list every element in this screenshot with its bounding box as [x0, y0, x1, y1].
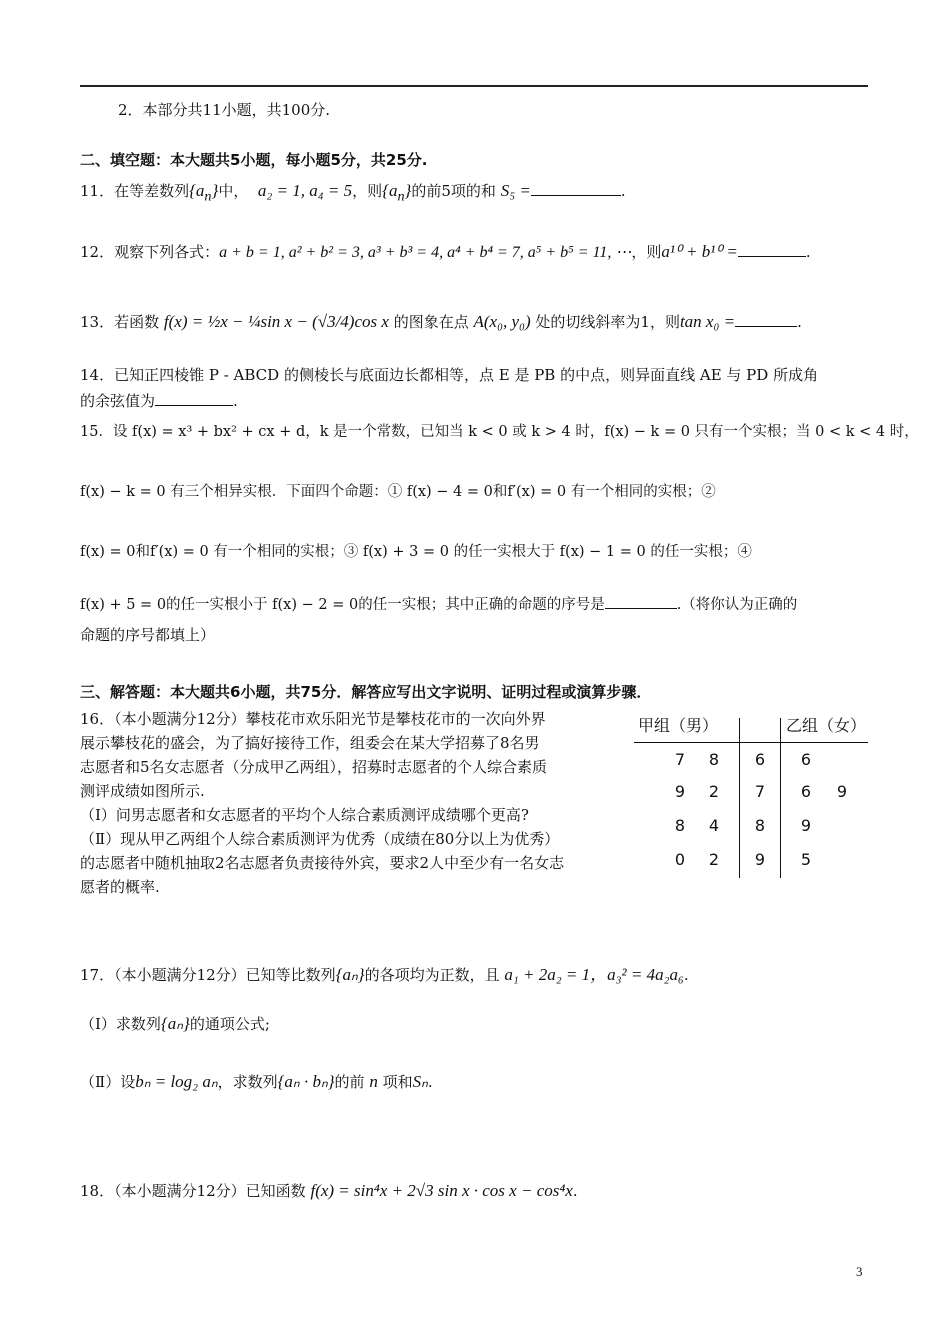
q17-text-2: 的各项均为正数，且	[364, 966, 500, 984]
q18-end: .	[572, 1182, 578, 1200]
q16-line: 的志愿者中随机抽取2名志愿者负责接待外宾，要求2人中至少有一名女志	[80, 854, 565, 872]
q14-end: .	[233, 392, 238, 410]
q11-answer-blank[interactable]	[531, 195, 621, 196]
stem-right-leaf: 5	[800, 850, 812, 869]
question-17-part-1	[80, 1011, 880, 1037]
section-2-heading: 二、填空题：本大题共5小题，每小题5分，共25分.	[80, 151, 428, 169]
q11-number: 11．	[80, 182, 115, 200]
q17-n: n	[369, 1072, 378, 1091]
q13-number: 13．	[80, 313, 115, 331]
q15-text-4a: f(x) + 5 = 0的任一实根小于 f(x) − 2 = 0的任一实根；其中正确的命题的序号是	[80, 597, 605, 613]
q17-seq-2: {aₙ · bₙ}	[277, 1072, 335, 1091]
q16-line: 测评成绩如图所示.	[80, 782, 205, 800]
q16-line: （Ⅰ）问男志愿者和女志愿者的平均个人综合素质测评成绩哪个更高?	[80, 806, 529, 824]
q13-end: .	[797, 313, 802, 331]
header-rule	[80, 85, 868, 87]
q17-bn: bₙ = log₂ aₙ	[135, 1072, 218, 1091]
question-16	[80, 707, 625, 899]
q13-text-3: 处的切线斜率为1，则	[535, 313, 680, 331]
stem-left-leaf: 0	[674, 850, 686, 869]
question-14-line-1: 14．已知正四棱锥 P - ABCD 的侧棱长与底面边长都相等，点 E 是 PB 的中点，则异面直线 AE 与 PD 所成角	[80, 366, 819, 384]
q17-sn: Sₙ	[412, 1072, 428, 1091]
q13-text-2: 的图象在点	[393, 313, 469, 331]
q18-text-1: 18．（本小题满分12分）已知函数	[80, 1182, 306, 1200]
q18-function: f(x) = sin⁴x + 2√3 sin x · cos x − cos⁴x	[310, 1181, 573, 1200]
question-15-line-1: 15．设 f(x) = x³ + bx² + cx + d，k 是一个常数，已知当 k < 0 或 k > 4 时，f(x) − k = 0 只有一个实根；当 0 < k < 4 时，	[80, 424, 919, 440]
q16-line: 愿者的概率.	[80, 878, 160, 896]
stem-value: 8	[754, 816, 766, 835]
q17-end: .	[683, 966, 689, 984]
q12-target: a¹⁰ + b¹⁰ =	[661, 242, 738, 261]
q12-answer-blank[interactable]	[738, 256, 806, 257]
q14-text-2: 的余弦值为	[80, 392, 156, 410]
stem-right-leaf: 6	[800, 782, 812, 801]
q11-end: .	[620, 182, 626, 200]
q16-line: 16．（本小题满分12分）攀枝花市欢乐阳光节是攀枝花市的一次向外界	[80, 710, 546, 728]
stem-value: 7	[754, 782, 766, 801]
question-14-line-2	[80, 390, 880, 413]
q11-s5: S₅ =	[500, 181, 531, 200]
q13-function: f(x) = ½x − ¼sin x − (√3/4)cos x	[163, 312, 389, 331]
question-17-line-1	[80, 962, 880, 988]
q16-line: 展示攀枝花的盛会，为了搞好接待工作，组委会在某大学招募了8名男	[80, 734, 540, 752]
q17-part2-text-2: ，求数列	[217, 1073, 278, 1091]
stem-value: 9	[754, 850, 766, 869]
q12-text-2: ，则	[631, 243, 662, 261]
question-17-part-2	[80, 1069, 880, 1095]
stem-right-leaf: 9	[836, 782, 848, 801]
q17-part2-end: .	[427, 1073, 433, 1091]
q12-expression: a + b = 1, a² + b² = 3, a³ + b³ = 4, a⁴ + b⁴ = 7, a⁵ + b⁵ = 11, ⋯	[219, 244, 632, 261]
stem-left-leaf: 7	[674, 750, 686, 769]
q13-target: tan x₀ =	[679, 312, 736, 331]
question-12	[80, 239, 880, 266]
q12-text-1: 观察下列各式：	[114, 243, 220, 261]
q16-line: 志愿者和5名女志愿者（分成甲乙两组），招募时志愿者的个人综合素质	[80, 758, 548, 776]
q17-seq: {aₙ}	[335, 965, 365, 984]
q17-text-1: 17．（本小题满分12分）已知等比数列	[80, 966, 336, 984]
q17-condition: a₁ + 2a₂ = 1，a₃² = 4a₂a₆	[504, 965, 684, 984]
q11-text-2: 中，	[218, 182, 249, 200]
q17-part1-text-2: 的通项公式;	[189, 1015, 270, 1033]
stem-left-leaf: 9	[674, 782, 686, 801]
q16-line: （Ⅱ）现从甲乙两组个人综合素质测评为优秀（成绩在80分以上为优秀）	[80, 830, 560, 848]
q17-part2-text-4: 项和	[382, 1073, 413, 1091]
q17-part2-text-1: （Ⅱ）设	[80, 1073, 136, 1091]
stem-header-rule	[634, 742, 868, 743]
q17-part1-text-1: （Ⅰ）求数列	[80, 1015, 161, 1033]
q17-part2-text-3: 的前	[334, 1073, 365, 1091]
q11-text-4: 的前5项的和	[411, 182, 496, 200]
question-15-line-3: f(x) = 0和f′(x) = 0 有一个相同的实根；③ f(x) + 3 = 0 的任一实根大于 f(x) − 1 = 0 的任一实根；④	[80, 544, 752, 560]
stem-left-leaf: 2	[708, 782, 720, 801]
q12-end: .	[805, 243, 811, 261]
q11-text-3: ，则	[352, 182, 383, 200]
stem-left-leaf: 2	[708, 850, 720, 869]
question-15-line-4	[80, 594, 880, 616]
stem-left-leaf: 8	[708, 750, 720, 769]
stem-left-leaf: 4	[708, 816, 720, 835]
q13-point: A(x₀, y₀)	[473, 312, 531, 331]
q13-answer-blank[interactable]	[735, 326, 797, 327]
page-number: 3	[856, 1264, 863, 1279]
question-13	[80, 309, 880, 335]
stem-right-leaf: 6	[800, 750, 812, 769]
question-18	[80, 1178, 880, 1204]
question-15-line-2: f(x) − k = 0 有三个相异实根．下面四个命题：① f(x) − 4 = 0和f′(x) = 0 有一个相同的实根；②	[80, 484, 716, 500]
stem-right-leaf: 9	[800, 816, 812, 835]
q12-number: 12．	[80, 243, 115, 261]
q15-text-4b: .（将你认为正确的	[676, 597, 798, 613]
q11-seq: $\{a_n\}$	[189, 181, 219, 205]
q15-answer-blank[interactable]	[605, 608, 677, 609]
q11-text-1: 在等差数列	[114, 182, 190, 200]
stem-value: 6	[754, 750, 766, 769]
q17-part1-seq: {aₙ}	[160, 1014, 190, 1033]
q11-seq-2: $\{a_n\}$	[382, 181, 412, 205]
stem-left-divider	[739, 718, 740, 878]
section-3-heading: 三、解答题：本大题共6小题，共75分．解答应写出文字说明、证明过程或演算步骤．	[80, 683, 652, 701]
stem-right-header: 乙组（女）	[786, 716, 867, 735]
stem-left-header: 甲组（男）	[638, 716, 719, 735]
stem-leaf-plot	[634, 712, 874, 877]
stem-left-leaf: 8	[674, 816, 686, 835]
q13-text-1: 若函数	[114, 313, 160, 331]
question-15-line-5: 命题的序号都填上）	[80, 626, 216, 644]
q11-condition: a₂ = 1, a₄ = 5	[257, 181, 353, 200]
question-11	[80, 178, 880, 208]
note-2: 2．本部分共11小题，共100分.	[118, 101, 331, 119]
stem-right-divider	[780, 718, 781, 878]
q14-answer-blank[interactable]	[155, 405, 233, 406]
